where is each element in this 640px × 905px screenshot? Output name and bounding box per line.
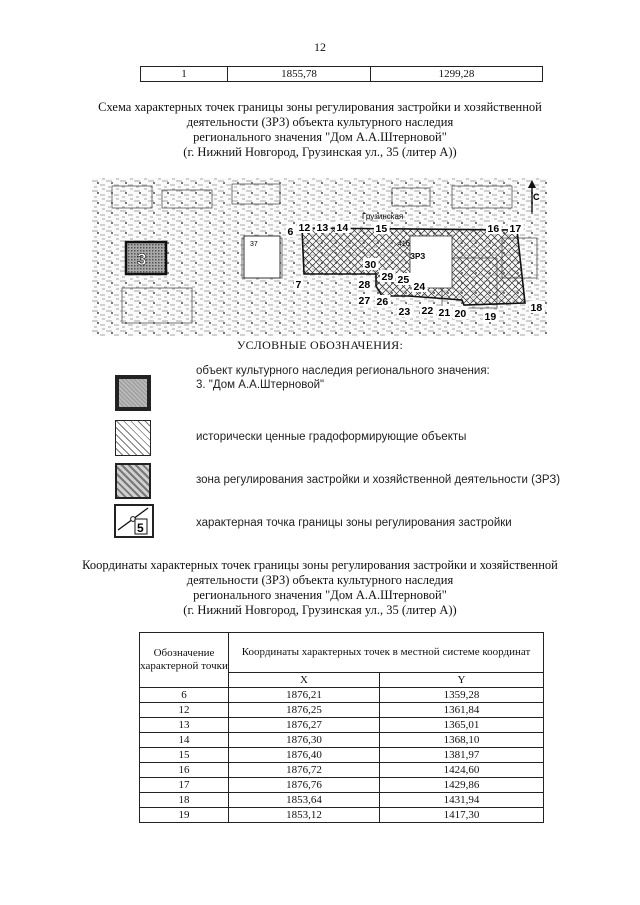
table-row	[140, 763, 544, 778]
legend-historic-swatch	[115, 420, 151, 456]
zone-label: ЗРЗ	[410, 252, 426, 261]
table-cell: 6	[140, 688, 229, 703]
table-row	[140, 793, 544, 808]
legend-point-symbol	[114, 504, 154, 538]
table-row	[140, 688, 544, 703]
point-label: 30	[364, 259, 377, 271]
table-row	[140, 733, 544, 748]
point-label: 22	[421, 305, 434, 317]
table-cell: 1853,12	[229, 808, 380, 823]
table-cell: 17	[140, 778, 229, 793]
column-header: Обозначение характерной точки	[140, 633, 229, 688]
table-cell: 1876,72	[229, 763, 380, 778]
coordinates-table	[139, 632, 544, 823]
column-header: Координаты характерных точек в местной системе координат	[229, 633, 544, 673]
table-cell: 14	[140, 733, 229, 748]
table-cell: 1876,40	[229, 748, 380, 763]
table-row	[140, 703, 544, 718]
heritage-object-number: 3	[137, 250, 147, 269]
point-label: 23	[398, 306, 411, 318]
table-row	[140, 718, 544, 733]
point-label: 18	[530, 302, 543, 314]
table-cell: 18	[140, 793, 229, 808]
table-cell: 1368,10	[380, 733, 544, 748]
table-cell: 1359,28	[380, 688, 544, 703]
heading-line: (г. Нижний Новгород, Грузинская ул., 35 (литер А))	[183, 603, 457, 617]
heading-line: Координаты характерных точек границы зоны регулирования застройки и хозяйственной	[82, 558, 558, 572]
point-label: 19	[484, 311, 497, 323]
table-cell: 1876,25	[229, 703, 380, 718]
table-header-row	[140, 633, 544, 673]
legend-line: 3. "Дом А.А.Штерновой"	[196, 379, 325, 391]
table-cell: 1876,21	[229, 688, 380, 703]
table-cell: 1365,01	[380, 718, 544, 733]
point-label: 17	[509, 223, 522, 235]
table-cell: 1429,86	[380, 778, 544, 793]
zrz-scheme-map	[92, 178, 547, 336]
point-label: 20	[454, 308, 467, 320]
table-cell: 1361,84	[380, 703, 544, 718]
table-cell: 1381,97	[380, 748, 544, 763]
point-label: 7	[295, 279, 302, 291]
point-label: 15	[375, 223, 388, 235]
heading-line: регионального значения "Дом А.А.Штерновой"	[193, 130, 447, 144]
table-row	[140, 808, 544, 823]
heading-line: деятельности (ЗРЗ) объекта культурного наследия	[186, 573, 454, 587]
table-row	[140, 748, 544, 763]
table-cell: 1431,94	[380, 793, 544, 808]
legend-heritage-object-text	[196, 364, 490, 392]
legend-zrz-swatch	[115, 463, 151, 499]
previous-table-last-row	[140, 66, 543, 82]
table-cell: 1855,78	[228, 67, 371, 82]
point-label: 6	[287, 226, 294, 238]
table-row	[141, 67, 543, 82]
point-label: 13	[316, 222, 329, 234]
heading-line: Схема характерных точек границы зоны регулирования застройки и хозяйственной	[98, 100, 542, 114]
svg-text:С: С	[533, 192, 540, 202]
coords-heading	[60, 558, 580, 618]
coordinates-table-body	[140, 688, 544, 823]
table-row	[140, 778, 544, 793]
table-cell: 1424,60	[380, 763, 544, 778]
table-cell: 19	[140, 808, 229, 823]
table-cell: 1876,30	[229, 733, 380, 748]
page-number: 12	[314, 40, 326, 54]
point-label: 28	[358, 279, 371, 291]
point-label: 29	[381, 271, 394, 283]
table-cell: 1853,64	[229, 793, 380, 808]
table-cell: 1417,30	[380, 808, 544, 823]
scheme-heading	[60, 100, 580, 160]
heading-line: деятельности (ЗРЗ) объекта культурного наследия	[186, 115, 454, 129]
point-label: 25	[397, 274, 410, 286]
legend-historic-text: исторически ценные градоформирующие объекты	[196, 431, 467, 443]
legend-line: объект культурного наследия регионального значения:	[196, 365, 490, 377]
column-header: Y	[380, 672, 544, 687]
point-label: 21	[438, 307, 451, 319]
point-label: 16	[487, 223, 500, 235]
table-cell: 16	[140, 763, 229, 778]
street-label: Грузинская	[362, 212, 404, 221]
point-label: 26	[376, 296, 389, 308]
legend-title: УСЛОВНЫЕ ОБОЗНАЧЕНИЯ:	[236, 338, 404, 352]
table-cell: 12	[140, 703, 229, 718]
heading-line: регионального значения "Дом А.А.Штерновой"	[193, 588, 447, 602]
point-label: 14	[336, 222, 349, 234]
legend-point-number: 5	[137, 521, 144, 535]
legend-zrz-text: зона регулирования застройки и хозяйственной деятельности (ЗРЗ)	[196, 474, 561, 486]
table-cell: 1299,28	[371, 67, 543, 82]
table-cell: 13	[140, 718, 229, 733]
table-cell: 1	[141, 67, 228, 82]
point-label: 27	[358, 295, 371, 307]
column-header: X	[229, 672, 380, 687]
point-label: 24	[413, 281, 426, 293]
heading-line: (г. Нижний Новгород, Грузинская ул., 35 (литер А))	[183, 145, 457, 159]
table-cell: 15	[140, 748, 229, 763]
point-label: 12	[298, 222, 311, 234]
house-label: 37	[250, 241, 258, 248]
table-cell: 1876,76	[229, 778, 380, 793]
table-cell: 1876,27	[229, 718, 380, 733]
legend-heritage-object-swatch	[115, 375, 151, 411]
legend-point-text: характерная точка границы зоны регулирования застройки	[196, 517, 512, 529]
house-label: 41б	[398, 241, 410, 248]
